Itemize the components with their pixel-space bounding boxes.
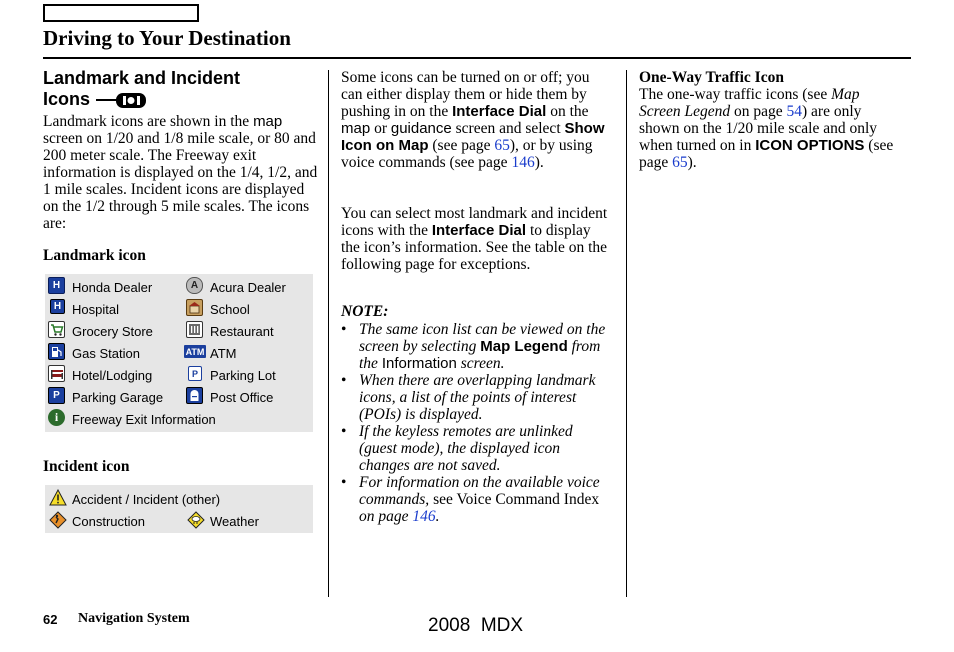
list-item: Hospital — [72, 302, 119, 317]
list-item: • If the keyless remotes are unlinked (guest mode), the displayed icon changes are not saved. — [341, 423, 573, 474]
icon-options-term: ICON OPTIONS — [755, 137, 865, 154]
atm-icon: ATM — [185, 346, 205, 357]
section-heading: Landmark and Incident Icons — [43, 68, 241, 109]
interface-dial-term: Interface Dial — [452, 103, 547, 120]
list-item: ATM — [210, 346, 237, 361]
list-item: Accident / Incident (other) — [72, 492, 221, 507]
warning-triangle-icon — [49, 488, 67, 506]
bullet: • — [341, 372, 347, 389]
list-item: Parking Garage — [72, 390, 164, 405]
bullet: • — [341, 474, 347, 491]
note-list — [341, 321, 611, 525]
mailbox-icon — [186, 387, 203, 404]
footer-nav-label: Navigation System — [78, 611, 190, 626]
show-icon-on-map-term: Show Icon on Map — [341, 120, 605, 154]
list-item: • When there are overlapping landmark icons, a list of the points of interest (POIs) is displayed. — [341, 372, 596, 423]
incident-icon-table — [45, 485, 313, 533]
column-divider-right — [626, 70, 627, 597]
list-item: Gas Station — [72, 346, 140, 361]
list-item: Honda Dealer — [72, 280, 153, 295]
info-icon: i — [48, 409, 65, 426]
intro-paragraph: Landmark icons are shown in the map screen on 1/20 and 1/8 mile scale, or 80 and 200 meter scale. The Freeway exit information is displayed on the 1/4, 1/2, and 1 mile scales. Incident icons are displayed on the 1/2 through 5 mile scales. The icons are: — [43, 113, 318, 232]
page-link-65[interactable]: 65 — [494, 137, 510, 154]
page-link-146[interactable]: 146 — [412, 508, 436, 525]
hospital-h-icon: H — [50, 299, 65, 314]
model-label: 2008 MDX — [428, 615, 524, 636]
map-screen-term: map — [253, 113, 283, 130]
list-item: • For information on the available voice commands, see Voice Command Index on page 146. — [341, 474, 600, 525]
note-label: NOTE: — [341, 303, 389, 320]
cart-icon — [48, 321, 65, 338]
page-link-54[interactable]: 54 — [786, 103, 802, 120]
list-item: School — [210, 302, 250, 317]
page-number: 62 — [43, 612, 58, 627]
header-tab-box — [43, 4, 199, 22]
honda-h-icon: H — [48, 277, 65, 294]
bullet: • — [341, 423, 347, 440]
restaurant-icon — [186, 321, 203, 338]
bullet: • — [341, 321, 347, 338]
parking-garage-icon: P — [48, 387, 65, 404]
interface-dial-term: Interface Dial — [431, 222, 527, 239]
landmark-icon-label: Landmark icon — [43, 247, 146, 264]
list-item: Parking Lot — [210, 368, 276, 383]
bed-icon — [48, 365, 65, 382]
page-link-146[interactable]: 146 — [511, 154, 535, 171]
one-way-paragraph: The one-way traffic icons (see Map Screen Legend on page 54) are only shown on the 1/20 mile scale and only when turned on in ICON OPTIONS (see page 65). — [639, 86, 894, 171]
school-icon — [186, 299, 203, 316]
list-item: Freeway Exit Information — [72, 412, 216, 427]
gas-pump-icon — [48, 343, 65, 360]
list-item: Construction — [72, 514, 145, 529]
list-item: Weather — [210, 514, 259, 529]
construction-diamond-icon — [49, 511, 67, 529]
list-item: • The same icon list can be viewed on the screen by selecting Map Legend from the Information screen. — [341, 321, 606, 372]
incident-icon-label: Incident icon — [43, 458, 130, 475]
acura-a-icon: A — [186, 277, 203, 294]
icon-toggle-paragraph: Some icons can be turned on or off; you can either display them or hide them by pushing in on the Interface Dial on the map or guidance screen and select Show Icon on Map (see page 65), or by using voice commands (see page 146). — [341, 69, 605, 171]
landmark-icon-table — [45, 274, 313, 432]
page-link-65[interactable]: 65 — [672, 154, 688, 171]
select-icon-paragraph: You can select most landmark and incident icons with the Interface Dial to display the icon’s information. See the table on the following page for exceptions. — [341, 205, 608, 273]
list-item: Hotel/Lodging — [72, 368, 153, 383]
parking-p-icon: P — [188, 366, 202, 381]
weather-diamond-icon — [187, 511, 205, 529]
list-item: Post Office — [210, 390, 274, 405]
list-item: Grocery Store — [72, 324, 153, 339]
list-item: Acura Dealer — [210, 280, 286, 295]
header-rule — [43, 57, 911, 59]
column-divider-left — [328, 70, 329, 597]
interface-dial-icon — [96, 91, 146, 109]
map-legend-term: Map Legend — [480, 338, 568, 355]
page-title: Driving to Your Destination — [43, 26, 291, 50]
list-item: Restaurant — [210, 324, 274, 339]
one-way-heading: One-Way Traffic Icon — [639, 69, 784, 86]
